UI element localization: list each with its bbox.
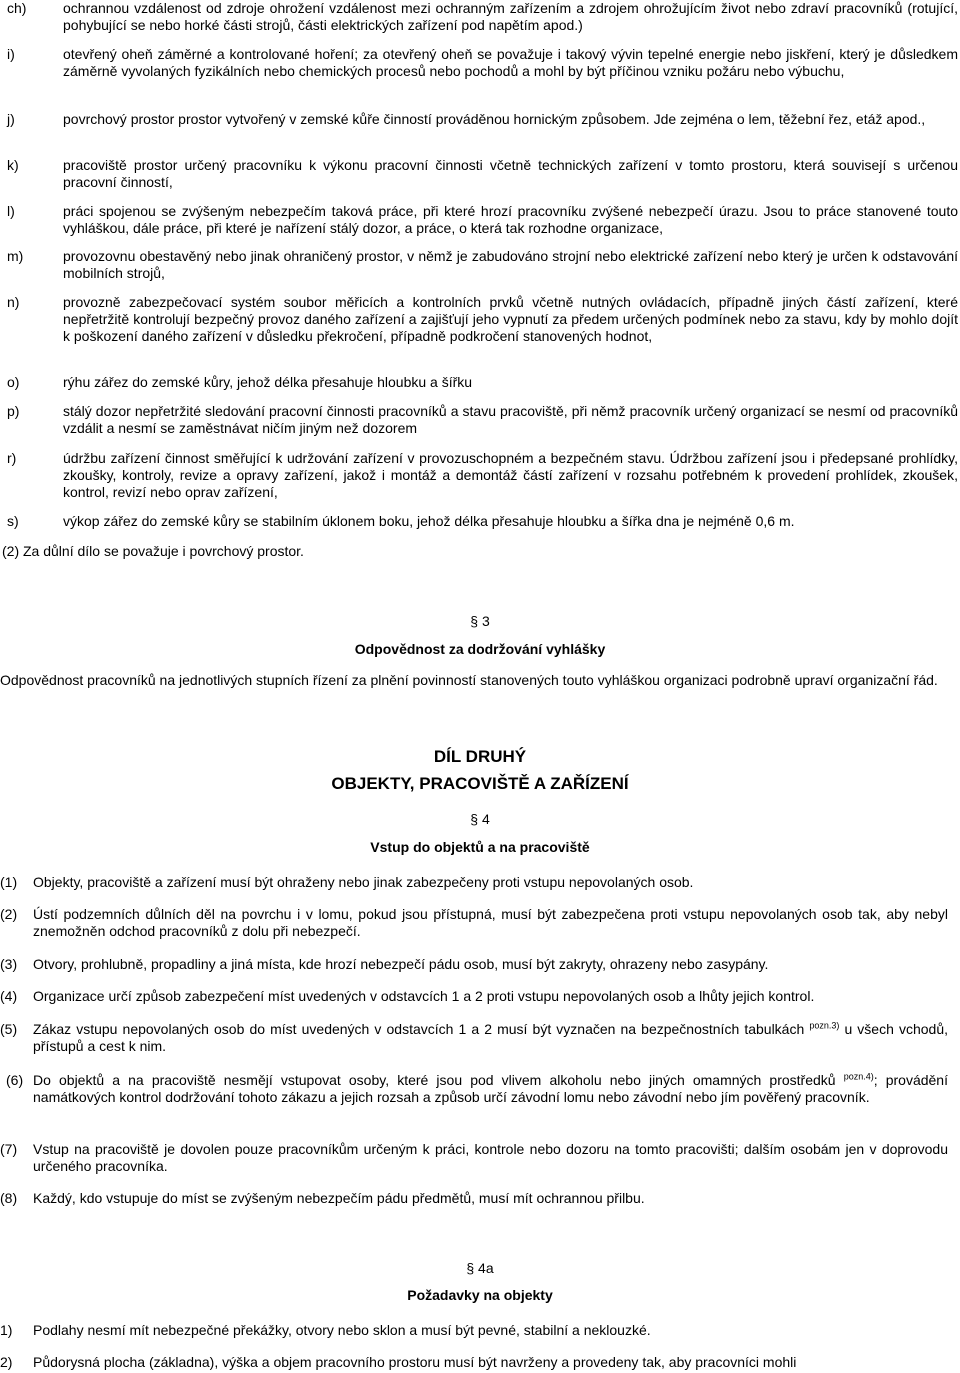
item-text: Zákaz vstupu nepovolaných osob do míst uvedených v odstavcích 1 a 2 musí být vyznačen na bezpečnostních tabulkách $^{pozn.3)}$ u všech vchodů, přístupů a cest k nim. [33, 1020, 948, 1054]
item-label: (6) [6, 1072, 24, 1088]
item-label: (4) [0, 988, 18, 1004]
part-subtitle: OBJEKTY, PRACOVIŠTĚ A ZAŘÍZENÍ [331, 774, 629, 793]
definition-text: provozně zabezpečovací systém soubor měřicích a kontrolních prvků včetně nutných ovládacích, případně jiných částí zařízení, které nepřetržitě kontrolují bezpečný provoz daného zařízení a zajišťují jeho vypnutí za předem určených podmínek nebo za stavu, kdy by mohlo dojít k poškození daného zařízení v důsledku překročení, případně podkročení stanovených hodnot, [63, 294, 958, 344]
definition-text: otevřený oheň záměrné a kontrolované hoření; za otevřený oheň se považuje i takový vývin tepelné energie nebo jiskření, který je důsledkem záměrně vyvolaných fyzikálních nebo chemických procesů nebo pochodů a mohl by být příčinou vzniku požáru nebo výbuchu, [63, 46, 958, 79]
item-label: (3) [0, 956, 18, 972]
definition-label: s) [7, 513, 19, 529]
definition-label: o) [7, 374, 20, 390]
part-title: DÍL DRUHÝ [433, 747, 527, 766]
item-text: Objekty, pracoviště a zařízení musí být ohraženy nebo jinak zabezpečeny proti vstupu nepovolaných osob. [33, 874, 694, 890]
section-4a-number: § 4a [466, 1260, 494, 1276]
item-text: Do objektů a na pracoviště nesmějí vstupovat osoby, které jsou pod vlivem alkoholu nebo jiných omamných prostředků $^{pozn.4)}$; provádění namátkových kontrol dodržování tohoto zákazu a jejich rozsah a způsob určí závodní lomu nebo závodní nebo jím pověřený pracovník. [33, 1071, 948, 1105]
definition-text: pracoviště prostor určený pracovníku k výkonu pracovní činnosti včetně technických zařízení v tomto prostoru, která souvisejí s určenou pracovní činností, [63, 157, 958, 190]
item-text: Půdorysná plocha (základna), výška a objem pracovního prostoru musí být navrženy a provedeny tak, aby pracovníci mohli [33, 1354, 797, 1370]
footnote-ref: pozn.4) [843, 1071, 874, 1082]
item-text: Každý, kdo vstupuje do míst se zvýšeným nebezpečím pádu předmětů, musí mít ochrannou přilbu. [33, 1190, 645, 1206]
item-label: (2) [0, 906, 18, 922]
definition-text: údržbu zařízení činnost směřující k udržování zařízení v provozuschopném a bezpečném stavu. Údržbou zařízení jsou i předepsané prohlídky, zkoušky, kontroly, revize a opravy zařízení, jakož i montáž a demontáž částí zařízení v rozsahu potřebném k provedení prohlídek, zkoušek, kontrol, revizí nebo oprav zařízení, [63, 450, 958, 500]
item-text: Podlahy nesmí mít nebezpečné překážky, otvory nebo sklon a musí být pevné, stabilní a neklouzké. [33, 1322, 651, 1338]
item-text: Organizace určí způsob zabezpečení míst uvedených v odstavcích 1 a 2 proti vstupu nepovolaných osob a lhůty jejich kontrol. [33, 988, 815, 1004]
section-3-number: § 3 [470, 613, 490, 629]
definition-label: i) [7, 46, 15, 62]
section-4a-title: Požadavky na objekty [407, 1287, 553, 1303]
definition-label: l) [7, 203, 15, 219]
definition-text: ochrannou vzdálenost od zdroje ohrožení vzdálenost mezi ochranným zařízením a zdrojem ohrožujícím život nebo zdraví pracovníků (rotující, pohybující se nebo horké části strojů, části elektrických zařízení pod napětím apod.) [63, 0, 958, 33]
definition-text: provozovnu obestavěný nebo jinak ohraničený prostor, v němž je zabudováno strojní nebo elektrické zařízení nebo který je určen k odstavování mobilních strojů, [63, 248, 958, 281]
item-text: Vstup na pracoviště je dovolen pouze pracovníkům určeným k práci, kontrole nebo dozoru na tomto pracovišti; dalším osobám jen v doprovodu určeného pracovníka. [33, 1141, 948, 1174]
footnote-ref: pozn.3) [809, 1020, 840, 1031]
item-label: (7) [0, 1141, 18, 1157]
definition-label: n) [7, 294, 20, 310]
definition-label: m) [7, 248, 24, 264]
item-text: Ústí podzemních důlních děl na povrchu i v lomu, pokud jsou přístupná, musí být zabezpečena proti vstupu nepovolaných osob tak, aby nebyl znemožněn odchod pracovníků z dolu při nebezpečí. [33, 906, 948, 939]
item-text: Otvory, prohlubně, propadliny a jiná místa, kde hrozí nebezpečí pádu osob, musí být zakryty, ohrazeny nebo zasypány. [33, 956, 769, 972]
definition-text: stálý dozor nepřetržité sledování pracovní činnosti pracovníků a stavu pracoviště, při němž pracovník určený organizací se nesmí od pracovníků vzdálit a nesmí se zaměstnávat ničím jiným než dozorem [63, 403, 958, 436]
definition-label: r) [7, 450, 17, 466]
definition-text: rýhu zářez do zemské kůry, jehož délka přesahuje hloubku a šířku [63, 374, 473, 390]
section-4-number: § 4 [470, 811, 490, 827]
definition-label: p) [7, 403, 20, 419]
section-3-title: Odpovědnost za dodržování vyhlášky [354, 641, 606, 657]
definition-label: k) [7, 157, 19, 173]
definition-label: ch) [7, 0, 27, 16]
item-label: 2) [0, 1354, 13, 1370]
item-label: (1) [0, 874, 18, 890]
section-3-text: Odpovědnost pracovníků na jednotlivých stupních řízení za plnění povinností stanovených touto vyhláškou organizaci podrobně upraví organizační řád. [0, 672, 938, 688]
definition-text: výkop zářez do zemské kůry se stabilním úklonem boku, jehož délka přesahuje hloubku a šířka dna je nejméně 0,6 m. [63, 513, 795, 529]
item-label: 1) [0, 1322, 13, 1338]
definition-text: povrchový prostor prostor vytvořený v zemské kůře činností prováděnou hornickým způsobem. Jde zejména o lem, těžební řez, etáž apod., [63, 111, 926, 127]
definition-label: j) [7, 111, 15, 127]
item-label: (8) [0, 1190, 18, 1206]
item-label: (5) [0, 1021, 18, 1037]
definition-text: práci spojenou se zvýšeným nebezpečím taková práce, při které hrozí pracovníku zvýšené nebezpečí úrazu. Jsou to práce stanovené touto vyhláškou, dále práce, při které je nařízení stálý dozor, a práce, o která tak rozhodne organizace, [63, 203, 958, 236]
paragraph-2: (2) Za důlní dílo se považuje i povrchový prostor. [2, 543, 304, 559]
section-4-title: Vstup do objektů a na pracoviště [370, 839, 590, 855]
